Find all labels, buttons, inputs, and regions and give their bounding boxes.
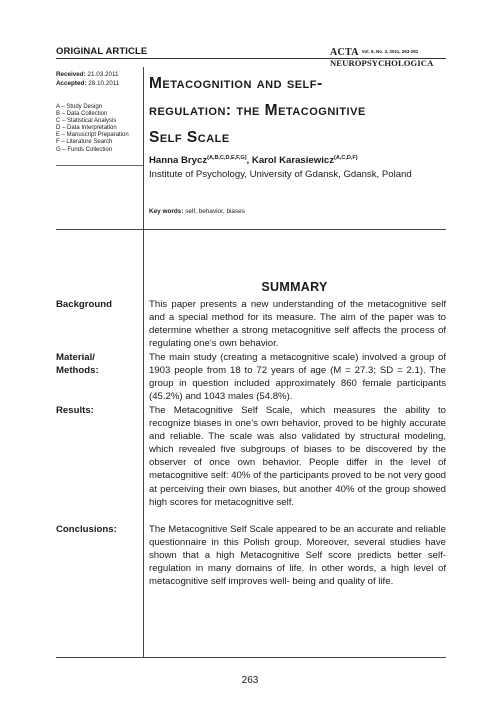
title-line: Metacognition and self-	[149, 75, 323, 92]
keywords	[149, 208, 245, 215]
column-divider	[143, 67, 144, 657]
journal-volume: Vol. 9, No. 3, 2011, 263-281	[361, 49, 419, 54]
accepted-date: 28.10.2011	[88, 80, 120, 87]
author-roles: (A,B,C,D,E,F,G)	[207, 155, 247, 161]
page-number: 263	[241, 675, 259, 686]
journal-name: NEUROPSYCHOLOGICA	[330, 58, 434, 68]
meta-divider	[56, 165, 143, 166]
header-block-divider	[56, 229, 446, 230]
contribution-item: B – Data Collection	[56, 111, 108, 118]
author-separator: ,	[246, 155, 250, 166]
contribution-item: E – Manuscript Preparation	[56, 132, 129, 139]
contribution-item: C – Statistical Analysis	[56, 118, 117, 125]
section-text-conclusions: The Metacognitive Self Scale appeared to be an accurate and reliable questionnaire in this Polish group. Moreover, several studies have shown that a high Metacognitive Self score predicts better self-regulation in many domains of life. In other words, a high level of metacognitive self improves well- being and quality of life.	[149, 524, 446, 588]
contribution-legend	[56, 104, 129, 154]
journal-acta: ACTA	[330, 47, 359, 58]
section-label: ORIGINAL ARTICLE	[56, 46, 148, 57]
accepted-line	[56, 79, 119, 88]
section-label-conclusions: Conclusions:	[56, 524, 117, 535]
summary-heading: SUMMARY	[261, 280, 328, 294]
received-date: 21.03.2011	[87, 71, 119, 78]
contribution-item: F – Literature Search	[56, 139, 113, 146]
article-dates	[56, 70, 119, 88]
keywords-label: Key words:	[149, 208, 184, 215]
affiliation: Institute of Psychology, University of Gdansk, Gdansk, Poland	[149, 169, 412, 180]
section-text-methods: The main study (creating a metacognitive scale) involved a group of 1903 people from 18 to 72 years of age (M = 27.3; SD = 2.1). The group in question included approximately 860 female participants (45.2%) and 1043 males (54.8%).	[149, 352, 446, 403]
received-line	[56, 70, 119, 79]
author-name: Karol Karasiewicz	[251, 155, 335, 166]
author-roles: (A,C,D,F)	[334, 155, 358, 161]
section-text-background: This paper presents a new understanding of the metacognitive self and a special method for its measure. The aim of the paper was to determine whether a strong metacognitive self affects the process of regulating one’s own behavior.	[149, 299, 446, 350]
header-rule	[56, 58, 446, 59]
article-title	[149, 70, 449, 151]
title-line: Self Scale	[149, 129, 230, 146]
keywords-value: self, behavior, biases	[185, 208, 245, 215]
title-line: regulation: the Metacognitive	[149, 102, 366, 119]
author-name: Hanna Brycz	[149, 155, 208, 166]
author-list	[149, 155, 358, 166]
received-label: Received:	[56, 71, 86, 78]
accepted-label: Accepted:	[56, 80, 87, 87]
section-label-results: Results:	[56, 405, 94, 416]
section-label-background: Background	[56, 299, 112, 310]
section-label-methods: Material/ Methods:	[56, 352, 99, 377]
journal-masthead	[330, 43, 446, 68]
summary-bottom-rule	[56, 657, 446, 658]
contribution-item: D – Data Interpretation	[56, 125, 117, 132]
section-text-results: The Metacognitive Self Scale, which measures the ability to recognize biases in one’s own behavior, proved to be highly accurate and reliable. The scale was also validated by structural modeling, which revealed five subgroups of biases to be discovered by the observer of once own behavior. People differ in the level of metacognitive self: 40% of the participants proved to be not very good at perceiving their own biases, but another 40% of the group showed high scores for metacognitive self.	[149, 405, 446, 508]
contribution-item: G – Funds Collection	[56, 146, 113, 153]
contribution-item: A – Study Design	[56, 104, 103, 110]
